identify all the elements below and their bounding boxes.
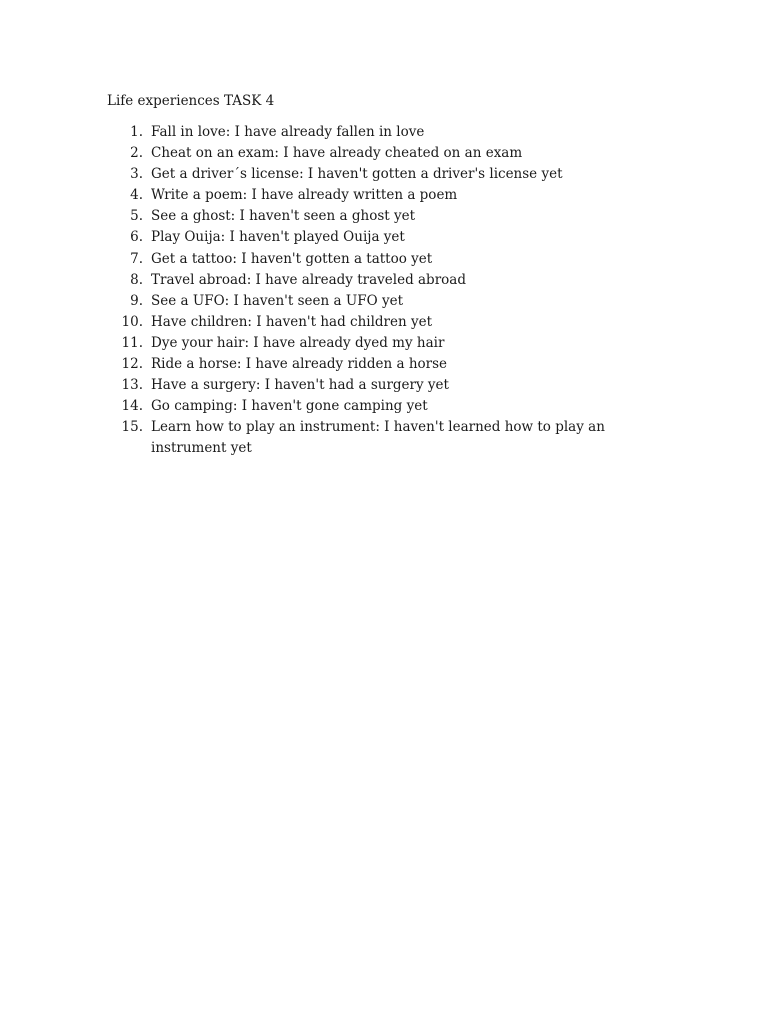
list-item [0, 333, 700, 354]
item-text: See a ghost: I haven't seen a ghost yet [151, 208, 416, 225]
list-item [0, 270, 700, 291]
item-number: 8. [130, 271, 143, 288]
list-item [0, 375, 700, 396]
item-number: 2. [130, 145, 143, 162]
item-text: Fall in love: I have already fallen in love [151, 124, 425, 140]
item-number: 13. [121, 377, 143, 394]
list-item [0, 312, 700, 333]
answer-list [0, 122, 700, 460]
list-item [0, 354, 700, 375]
list-item [0, 143, 700, 164]
document-title: Life experiences TASK 4 [107, 93, 275, 109]
list-item [0, 417, 700, 459]
item-number: 1. [130, 124, 143, 140]
item-number: 4. [130, 187, 143, 204]
item-text: Learn how to play an instrument: I haven't learned how to play an instrument yet [151, 419, 605, 457]
list-item [0, 122, 700, 143]
item-text: Get a driver´s license: I haven't gotten a driver's license yet [151, 166, 563, 183]
item-number: 10. [121, 313, 143, 330]
list-item [0, 396, 700, 417]
item-number: 11. [121, 334, 143, 351]
item-text: Write a poem: I have already written a poem [151, 187, 458, 204]
list-item [0, 164, 700, 185]
item-text: Travel abroad: I have already traveled abroad [151, 271, 466, 288]
item-number: 6. [130, 229, 143, 246]
item-number: 15. [121, 419, 143, 436]
item-text: Ride a horse: I have already ridden a horse [151, 356, 448, 373]
list-item [0, 227, 700, 248]
item-number: 5. [130, 208, 143, 225]
item-number: 14. [121, 398, 143, 415]
item-number: 7. [130, 250, 143, 267]
item-number: 3. [130, 166, 143, 183]
item-number: 9. [130, 292, 143, 309]
item-text: Get a tattoo: I haven't gotten a tattoo yet [151, 250, 433, 267]
item-text: Have a surgery: I haven't had a surgery yet [151, 377, 449, 394]
item-number: 12. [121, 356, 143, 373]
item-text: Dye your hair: I have already dyed my hair [151, 334, 445, 351]
list-item [0, 206, 700, 227]
list-item [0, 249, 700, 270]
item-text: Go camping: I haven't gone camping yet [151, 398, 428, 415]
item-text: Have children: I haven't had children yet [151, 313, 433, 330]
item-text: Play Ouija: I haven't played Ouija yet [151, 229, 405, 246]
item-text: Cheat on an exam: I have already cheated on an exam [151, 145, 523, 162]
list-item [0, 185, 700, 206]
list-item [0, 291, 700, 312]
item-text: See a UFO: I haven't seen a UFO yet [151, 292, 403, 309]
